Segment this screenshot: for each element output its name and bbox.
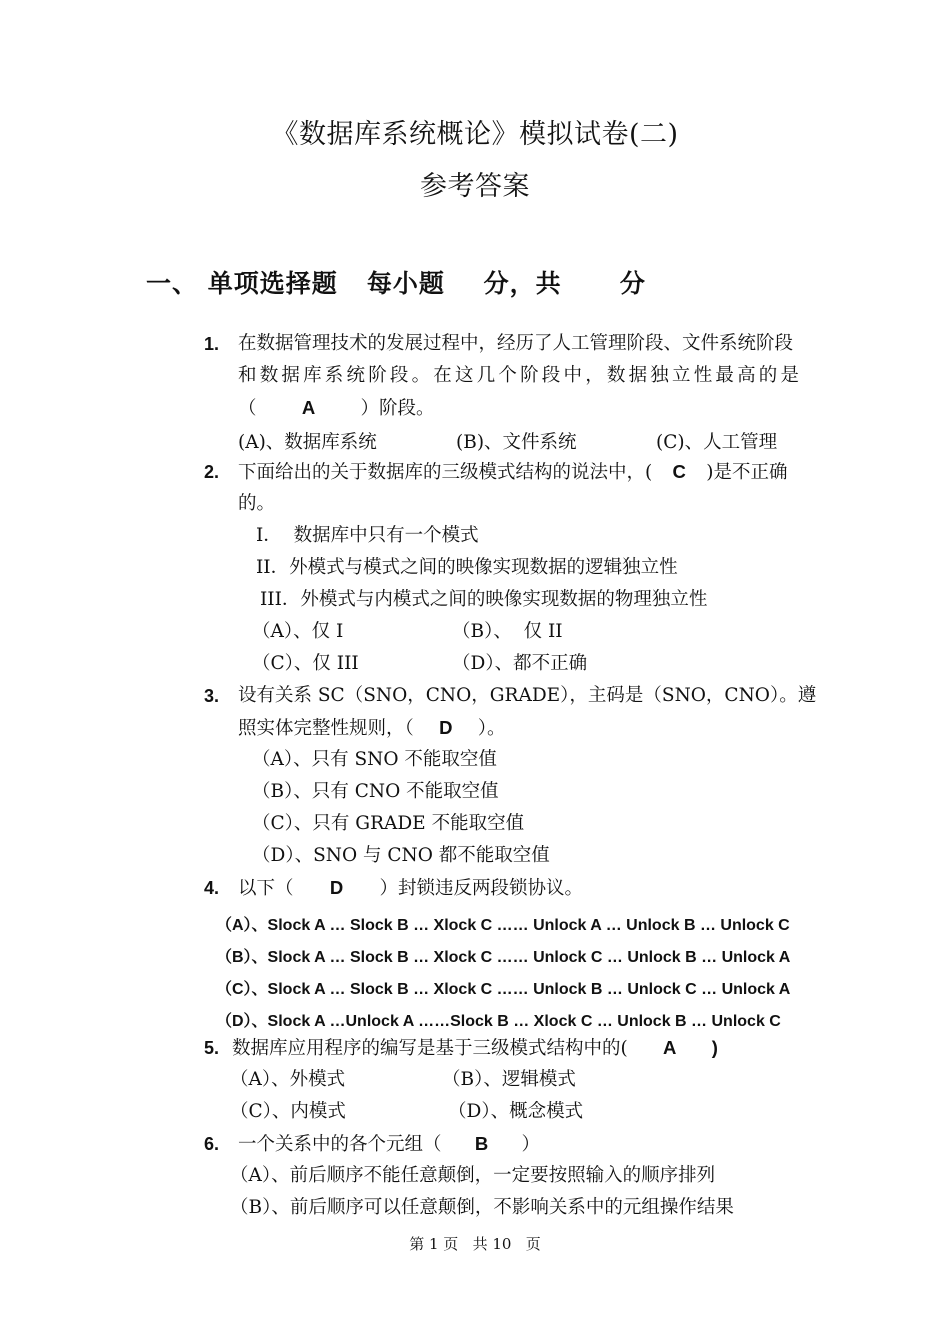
question-number: 5.: [204, 1038, 220, 1058]
page-title: 《数据库系统概论》模拟试卷(二): [271, 119, 679, 150]
option-c: （C）、Slock A … Slock B … Xlock C …… Unlock B … Unlock C … Unlock A: [216, 981, 791, 998]
option-a: （A）、Slock A … Slock B … Xlock C …… Unlock A … Unlock B … Unlock C: [216, 917, 790, 934]
question-number: 6.: [204, 1134, 220, 1154]
option-b: （B）、逻辑模式: [442, 1069, 576, 1090]
option-c: （C）、只有 GRADE 不能取空值: [252, 813, 525, 834]
option-c: （C）、内模式: [230, 1101, 346, 1122]
option-b: (B)、文件系统: [456, 432, 577, 453]
option-d: （D）、Slock A …Unlock A ……Slock B … Xlock C … Unlock B … Unlock C: [216, 1013, 781, 1030]
option-a: （A）、只有 SNO 不能取空值: [252, 749, 497, 770]
option-a: （A）、前后顺序不能任意颠倒，一定要按照输入的顺序排列: [230, 1165, 716, 1186]
question-text: 设有关系 SC（SNO，CNO，GRADE），主码是（SNO，CNO）。遵: [238, 685, 817, 706]
option-b: （B）、只有 CNO 不能取空值: [252, 781, 499, 802]
option-d: （D）、概念模式: [448, 1101, 584, 1122]
option-c: (C)、人工管理: [656, 432, 778, 453]
option-d: （D）、都不正确: [452, 653, 588, 674]
option-b: （B）、 仅 II: [452, 621, 563, 642]
question-text: 下面给出的关于数据库的三级模式结构的说法中，( C )是不正确: [238, 456, 787, 489]
answer: B: [474, 1133, 489, 1154]
option-b: （B）、前后顺序可以任意颠倒，不影响关系中的元组操作结果: [230, 1197, 734, 1218]
page-subtitle: 参考答案: [420, 171, 530, 202]
answer: D: [329, 877, 344, 898]
statement-2: II．外模式与模式之间的映像实现数据的逻辑独立性: [256, 557, 678, 578]
option-c: （C）、仅 III: [252, 653, 359, 674]
question-text: 照实体完整性规则，（ D ）。: [238, 712, 506, 745]
option-a: (A)、数据库系统: [238, 432, 377, 453]
option-b: （B）、Slock A … Slock B … Xlock C …… Unlock C … Unlock B … Unlock A: [216, 949, 791, 966]
question-text: 数据库应用程序的编写是基于三级模式结构中的( A ): [232, 1032, 718, 1065]
question-number: 2.: [204, 462, 220, 482]
answer: A: [663, 1037, 677, 1058]
question-text: （ A ）阶段。: [238, 392, 435, 425]
statement-3: III．外模式与内模式之间的映像实现数据的物理独立性: [260, 589, 708, 610]
answer: D: [439, 717, 453, 738]
question-text: 在数据管理技术的发展过程中，经历了人工管理阶段、文件系统阶段: [238, 333, 794, 354]
question-number: 1.: [204, 334, 220, 354]
question-text: 一个关系中的各个元组（ B ）: [238, 1128, 540, 1161]
option-a: （A）、外模式: [230, 1069, 346, 1090]
question-text: 的。: [238, 493, 276, 514]
question-number: 3.: [204, 686, 220, 706]
answer: A: [301, 397, 316, 418]
page-footer: 第 1 页 共 10 页: [409, 1235, 541, 1253]
question-text: 和数据库系统阶段。在这几个阶段中，数据独立性最高的是: [238, 365, 803, 386]
option-a: （A）、仅 I: [252, 621, 344, 642]
section-heading-single-choice: 一、 单项选择题 每小题 分，共 分: [146, 269, 646, 298]
question-text: 以下（ D ）封锁违反两段锁协议。: [238, 872, 583, 905]
question-number: 4.: [204, 878, 220, 898]
statement-1: I． 数据库中只有一个模式: [256, 525, 479, 546]
answer: C: [672, 461, 686, 482]
option-d: （D）、SNO 与 CNO 都不能取空值: [252, 845, 550, 866]
